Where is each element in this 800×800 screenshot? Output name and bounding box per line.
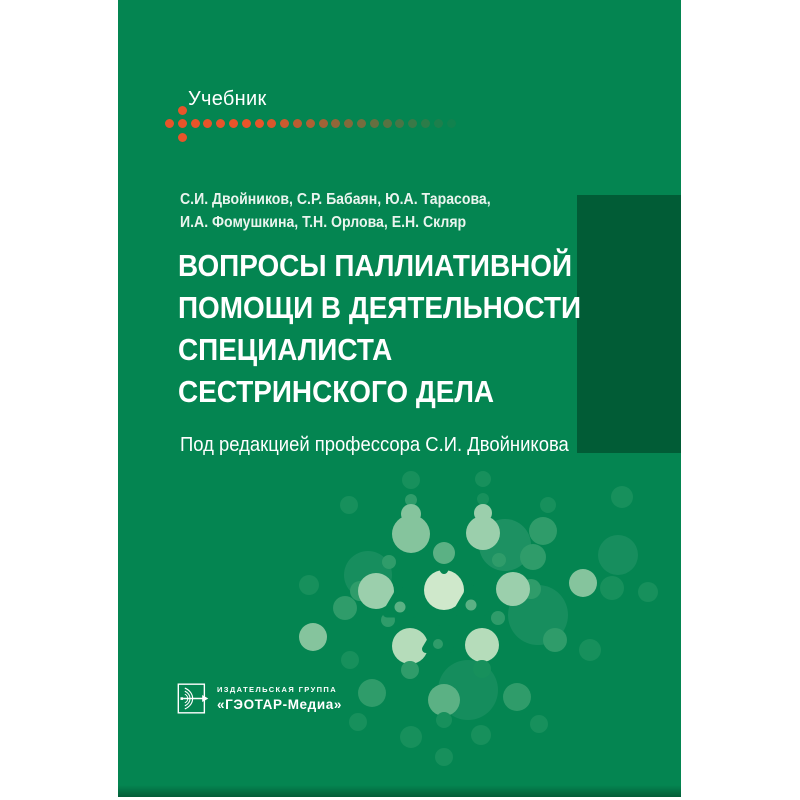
series-dot <box>293 119 302 128</box>
authors-line <box>180 189 491 234</box>
series-dot <box>370 119 379 128</box>
series-dot <box>242 119 251 128</box>
series-dot <box>178 106 187 115</box>
series-dot <box>267 119 276 128</box>
cover-bottom-shadow <box>118 785 681 797</box>
publisher-name: «ГЭОТАР-Медиа» <box>217 697 342 712</box>
series-dot <box>357 119 366 128</box>
book-title-line-2: ПОМОЩИ В ДЕЯТЕЛЬНОСТИ <box>178 290 582 325</box>
series-dot <box>178 133 187 142</box>
series-dot <box>434 119 443 128</box>
series-dot <box>229 119 238 128</box>
series-dot <box>203 119 212 128</box>
series-dot <box>383 119 392 128</box>
series-dot <box>331 119 340 128</box>
publisher-group-label: ИЗДАТЕЛЬСКАЯ ГРУППА <box>217 685 338 694</box>
series-dot <box>319 119 328 128</box>
book-cover <box>118 0 681 797</box>
publisher-text <box>217 685 342 712</box>
publisher-block <box>177 681 342 716</box>
series-dot <box>421 119 430 128</box>
book-title-line-3: СПЕЦИАЛИСТА <box>178 332 393 367</box>
series-dot <box>255 119 264 128</box>
book-title-line-4: СЕСТРИНСКОГО ДЕЛА <box>178 374 495 409</box>
series-dot <box>178 119 187 128</box>
authors-line-2: И.А. Фомушкина, Т.Н. Орлова, Е.Н. Скляр <box>180 213 467 231</box>
book-title <box>178 245 581 413</box>
series-dot <box>280 119 289 128</box>
authors-line-1: С.И. Двойников, С.Р. Бабаян, Ю.А. Тарасова, <box>180 191 491 208</box>
series-dot <box>447 119 456 128</box>
series-label: Учебник <box>188 88 267 110</box>
publisher-logo-icon <box>177 681 210 716</box>
series-dot <box>395 119 404 128</box>
book-title-line-1: ВОПРОСЫ ПАЛЛИАТИВНОЙ <box>178 248 573 283</box>
editor-note: Под редакцией профессора С.И. Двойникова <box>180 433 569 456</box>
series-dot <box>191 119 200 128</box>
series-dot <box>344 119 353 128</box>
series-dots <box>165 119 505 128</box>
series-dot <box>408 119 417 128</box>
series-dot <box>165 119 174 128</box>
series-dot <box>216 119 225 128</box>
series-dot <box>306 119 315 128</box>
